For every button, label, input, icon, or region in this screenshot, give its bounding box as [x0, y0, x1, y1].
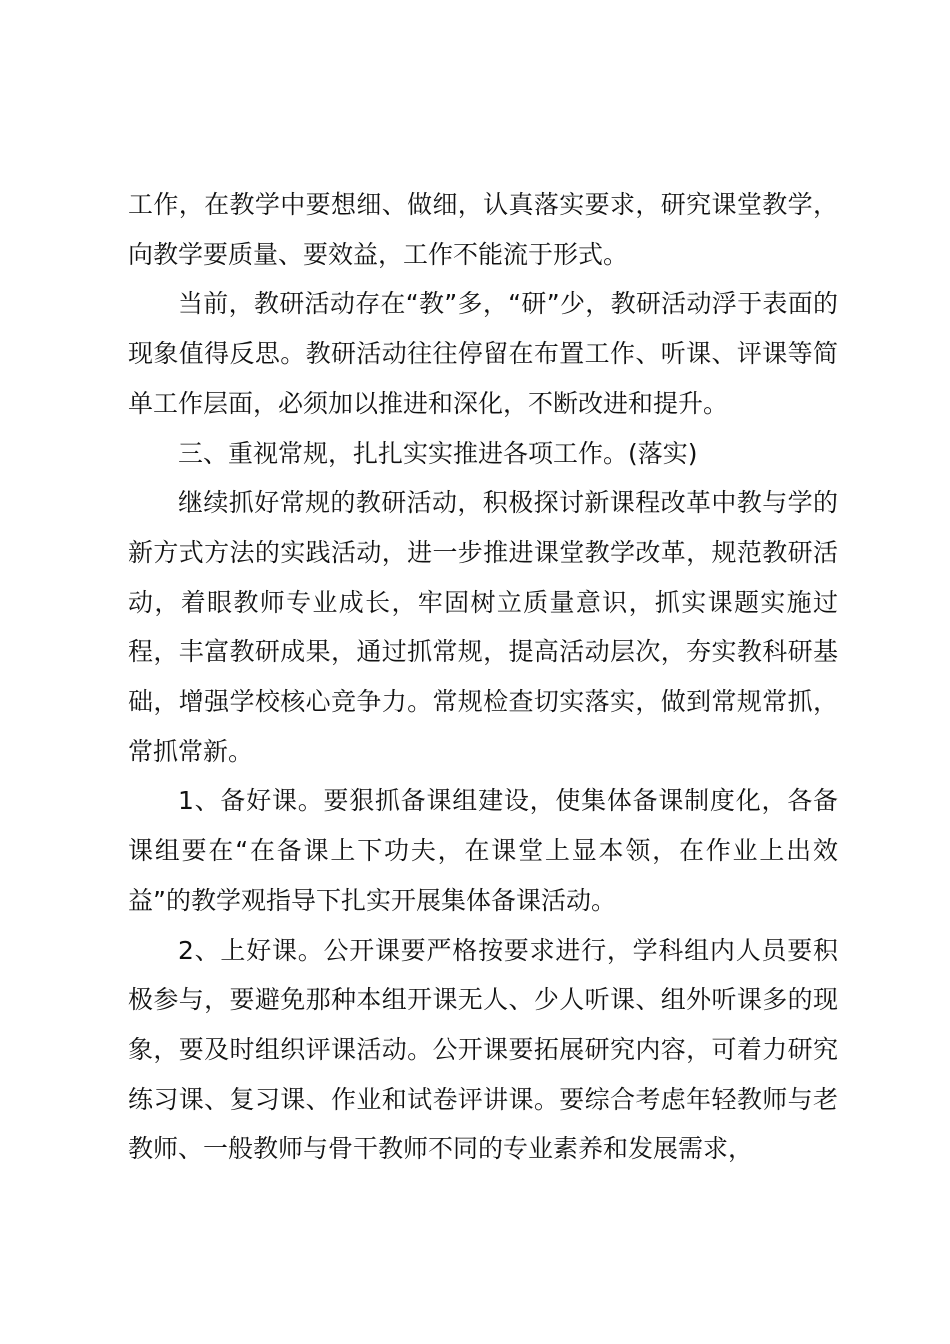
paragraph-1: 工作，在教学中要想细、做细，认真落实要求，研究课堂教学，向教学要质量、要效益，工作不能流于形式。: [128, 190, 838, 269]
paragraph-6: 2、上好课。公开课要严格按要求进行，学科组内人员要积极参与，要避免那种本组开课无人、少人听课、组外听课多的现象，要及时组织评课活动。公开课要拓展研究内容，可着力研究练习课、复习课、作业和试卷评讲课。要综合考虑年轻教师与老教师、一般教师与骨干教师不同的专业素养和发展需求，: [128, 935, 838, 1164]
paragraph-2: 当前，教研活动存在“教”多，“研”少，教研活动浮于表面的现象值得反思。教研活动往往停留在布置工作、听课、评课等简单工作层面，必须加以推进和深化，不断改进和提升。: [128, 289, 838, 418]
section-heading-3: 三、重视常规，扎扎实实推进各项工作。(落实): [178, 438, 698, 468]
document-body: [128, 180, 838, 1174]
paragraph-5: 1、备好课。要狠抓备课组建设，使集体备课制度化，各备课组要在“在备课上下功夫，在课堂上显本领，在作业上出效益”的教学观指导下扎实开展集体备课活动。: [128, 786, 838, 915]
paragraph-4: 继续抓好常规的教研活动，积极探讨新课程改革中教与学的新方式方法的实践活动，进一步推进课堂教学改革，规范教研活动，着眼教师专业成长，牢固树立质量意识，抓实课题实施过程，丰富教研成果，通过抓常规，提高活动层次，夯实教科研基础，增强学校核心竞争力。常规检查切实落实，做到常规常抓，常抓常新。: [128, 488, 838, 766]
